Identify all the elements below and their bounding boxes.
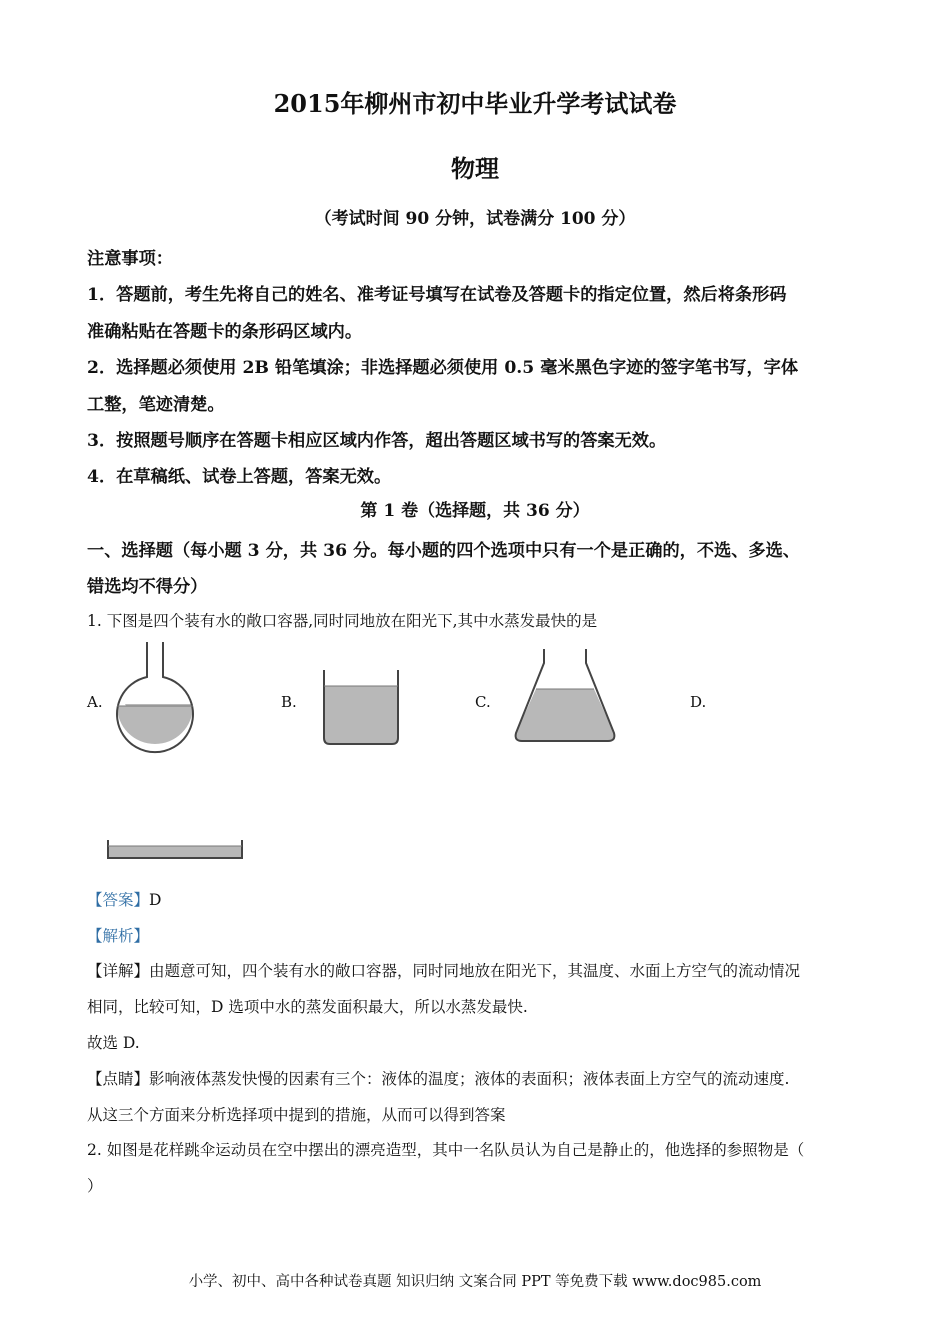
detail-line: 相同，比较可知，D 选项中水的蒸发面积最大，所以水蒸发最快. [87, 998, 528, 1016]
section-title: 第 1 卷（选择题，共 36 分） [360, 501, 590, 521]
section-heading: 错选均不得分） [87, 577, 208, 597]
note-line: 准确粘贴在答题卡的条形码区域内。 [87, 322, 363, 342]
detail-line [87, 959, 800, 981]
comment-tag: 【点睛】 [87, 1070, 150, 1088]
analysis-tag: 【解析】 [87, 927, 150, 945]
detail-tag: 【详解】 [87, 962, 150, 980]
note-line: 工整，笔迹清楚。 [87, 395, 225, 415]
comment-line [87, 1067, 789, 1089]
detail-text: 由题意可知，四个装有水的敞口容器，同时同地放在阳光下，其温度、水面上方空气的流动情况 [149, 962, 801, 980]
question-1-stem: 1. 下图是四个装有水的敞口容器,同时同地放在阳光下,其中水蒸发最快的是 [87, 612, 598, 630]
flask-a-icon [105, 640, 205, 755]
note-line: 2．选择题必须使用 2B 铅笔填涂；非选择题必须使用 0.5 毫米黑色字迹的签字笔书写，字体 [87, 358, 799, 378]
option-d-label: D. [690, 693, 707, 711]
answer-line [87, 888, 161, 910]
notes-heading: 注意事项： [87, 249, 173, 269]
question-2-stem: 2. 如图是花样跳伞运动员在空中摆出的漂亮造型，其中一名队员认为自己是静止的，他选择的参照物是（ [87, 1141, 805, 1159]
note-line: 1．答题前，考生先将自己的姓名、准考证号填写在试卷及答题卡的指定位置，然后将条形码 [87, 285, 787, 305]
conclusion: 故选 D. [87, 1034, 140, 1052]
section-heading: 一、选择题（每小题 3 分，共 36 分。每小题的四个选项中只有一个是正确的，不选、多选、 [87, 541, 800, 561]
answer-tag: 【答案】 [87, 891, 150, 909]
option-b-label: B. [281, 693, 297, 711]
shallow-tray-d-icon [105, 838, 245, 862]
subject-title: 物理 [451, 154, 499, 183]
page-title: 2015年柳州市初中毕业升学考试试卷 [273, 89, 677, 118]
page-footer: 小学、初中、高中各种试卷真题 知识归纳 文案合同 PPT 等免费下载 www.doc985.com [188, 1274, 762, 1290]
option-a-label: A. [87, 693, 103, 711]
comment-line: 从这三个方面来分析选择项中提到的措施，从而可以得到答案 [87, 1106, 506, 1124]
note-line: 4．在草稿纸、试卷上答题，答案无效。 [87, 467, 392, 487]
answer-value: D [149, 891, 162, 909]
question-2-stem: ） [87, 1177, 103, 1195]
beaker-b-icon [318, 668, 404, 750]
note-line: 3．按照题号顺序在答题卡相应区域内作答，超出答题区域书写的答案无效。 [87, 431, 667, 451]
option-c-label: C. [475, 693, 491, 711]
exam-info: （考试时间 90 分钟，试卷满分 100 分） [314, 209, 636, 229]
conical-flask-c-icon [510, 645, 620, 750]
comment-text: 影响液体蒸发快慢的因素有三个：液体的温度；液体的表面积；液体表面上方空气的流动速度. [149, 1070, 790, 1088]
